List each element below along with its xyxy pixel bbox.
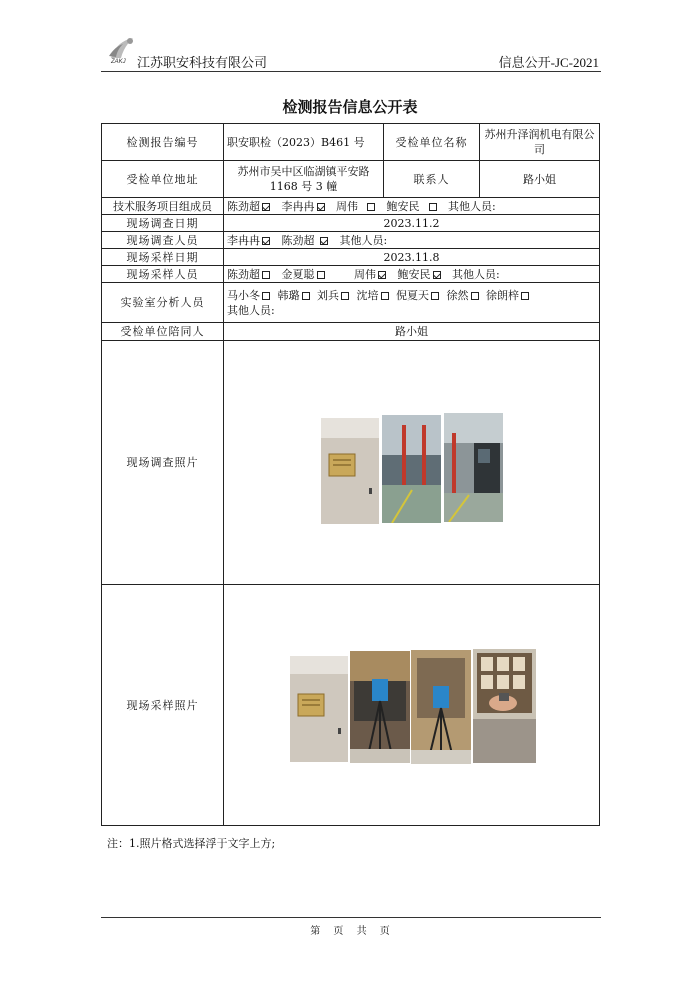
member-item: 刘兵 [317, 289, 351, 302]
sampling-date-label: 现场采样日期 [102, 249, 224, 266]
escort-value: 路小姐 [224, 323, 600, 341]
member-item: 陈劲超 [282, 234, 331, 247]
others-text: 其他人员: [227, 303, 275, 317]
team-label: 技术服务项目组成员 [102, 198, 224, 215]
unit-name-label: 受检单位名称 [384, 124, 480, 161]
report-no-value: 职安职检（2023）B461 号 [224, 124, 384, 161]
unit-address-label: 受检单位地址 [102, 161, 224, 198]
page-title: 检测报告信息公开表 [282, 98, 418, 116]
checkbox[interactable] [302, 292, 310, 300]
site-plaque-photo [321, 418, 379, 524]
report-no-label: 检测报告编号 [102, 124, 224, 161]
sampling-staff-members [224, 266, 600, 283]
checkbox[interactable] [433, 271, 441, 279]
company-name: 江苏职安科技有限公司 [137, 55, 268, 70]
survey-date-label: 现场调查日期 [102, 215, 224, 232]
checkbox[interactable] [429, 203, 437, 211]
survey-date-value: 2023.11.2 [224, 215, 600, 232]
contact-label: 联系人 [384, 161, 480, 198]
checkbox[interactable] [262, 203, 270, 211]
member-item: 周伟 [354, 268, 388, 281]
table-row [102, 161, 600, 198]
page-header [101, 32, 601, 74]
lab-staff-members [224, 283, 600, 323]
sampling-date-value: 2023.11.8 [224, 249, 600, 266]
workshop-photo-2 [444, 413, 503, 522]
table-row [102, 283, 600, 323]
footer-divider [101, 917, 601, 918]
checkbox[interactable] [317, 271, 325, 279]
member-item: 金夏聪 [282, 268, 327, 281]
table-row [102, 198, 600, 215]
page-number-footer: 第 页 共 页 [310, 926, 390, 937]
checkbox[interactable] [431, 292, 439, 300]
member-item: 周伟 [336, 200, 377, 213]
member-item: 沈培 [357, 289, 391, 302]
checkbox[interactable] [320, 237, 328, 245]
others-text: 其他人员: [452, 267, 500, 281]
report-info-table [101, 123, 600, 826]
table-row [102, 266, 600, 283]
member-item: 陈劲超 [227, 268, 272, 281]
table-row [102, 124, 600, 161]
checkbox[interactable] [262, 271, 270, 279]
sampling-device-photo-2 [411, 650, 471, 764]
escort-label: 受检单位陪同人 [102, 323, 224, 341]
member-item: 徐然 [447, 289, 481, 302]
table-row [102, 249, 600, 266]
survey-photos-cell [224, 341, 600, 585]
checkbox[interactable] [317, 203, 325, 211]
others-text: 其他人员: [339, 233, 388, 247]
checkbox[interactable] [471, 292, 479, 300]
team-members [224, 198, 600, 215]
unit-name-value: 苏州升泽润机电有限公司 [480, 124, 600, 161]
checkbox[interactable] [381, 292, 389, 300]
table-row [102, 232, 600, 249]
sampling-device-photo-1 [350, 651, 410, 763]
table-row [102, 585, 600, 826]
sampling-photos-label: 现场采样照片 [102, 585, 224, 826]
member-item: 李冉冉 [282, 200, 327, 213]
logo-text: ZAKJ [111, 59, 126, 65]
table-row [102, 215, 600, 232]
workshop-photo-1 [382, 415, 441, 523]
header-divider [101, 71, 601, 72]
sampling-photos-cell [224, 585, 600, 826]
checkbox[interactable] [367, 203, 375, 211]
table-row [102, 323, 600, 341]
checkbox[interactable] [262, 237, 270, 245]
member-item: 李冉冉 [227, 234, 272, 247]
table-row [102, 341, 600, 585]
member-item: 鲍安民 [387, 200, 439, 213]
lab-staff-label: 实验室分析人员 [102, 283, 224, 323]
checkbox[interactable] [262, 292, 270, 300]
sampling-device-photo-3 [473, 649, 536, 763]
survey-staff-label: 现场调查人员 [102, 232, 224, 249]
unit-address-line1: 苏州市吴中区临湖镇平安路 [237, 165, 370, 178]
checkbox[interactable] [341, 292, 349, 300]
survey-staff-members [224, 232, 600, 249]
footnote: 注：1.照片格式选择浮于文字上方; [107, 837, 276, 850]
survey-photos-label: 现场调查照片 [102, 341, 224, 585]
unit-address-value [224, 161, 384, 198]
others-text: 其他人员: [448, 199, 496, 213]
member-item: 韩璐 [278, 289, 312, 302]
sampling-staff-label: 现场采样人员 [102, 266, 224, 283]
checkbox[interactable] [378, 271, 386, 279]
member-item: 鲍安民 [398, 268, 443, 281]
checkbox[interactable] [521, 292, 529, 300]
member-item: 陈劲超 [227, 200, 272, 213]
site-plaque-photo-2 [290, 656, 348, 762]
contact-value: 路小姐 [480, 161, 600, 198]
member-item: 马小冬 [227, 289, 272, 302]
member-item: 徐朗梓 [486, 289, 531, 302]
member-item: 倪夏天 [396, 289, 441, 302]
unit-address-line2: 1168 号 3 幢 [269, 180, 338, 193]
document-code: 信息公开-JC-2021 [498, 55, 599, 70]
